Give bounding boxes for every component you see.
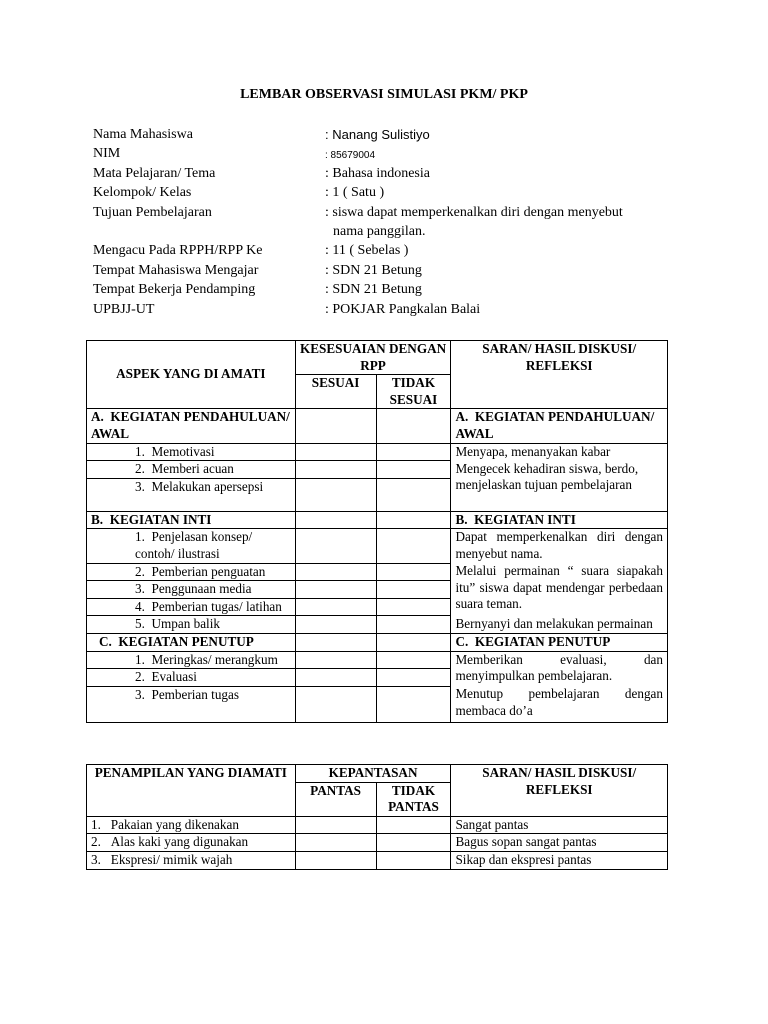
check-cell[interactable] [376, 816, 451, 834]
item-cell: 1. Penjelasan konsep/ contoh/ ilustrasi [87, 529, 296, 563]
check-cell[interactable] [376, 409, 451, 443]
item-cell: 2. Evaluasi [87, 669, 296, 687]
item-text: Pemberian penguatan [151, 563, 266, 579]
header-kesesuaian: KESESUAIAN DENGAN RPP [295, 341, 451, 375]
table-row [87, 686, 668, 722]
item-cell: 2. Pemberian penguatan [87, 563, 296, 581]
item-text: Pemberian tugas [151, 686, 240, 702]
item-text: Melakukan apersepsi [151, 478, 264, 494]
section-heading [87, 409, 296, 443]
check-cell[interactable] [295, 598, 376, 616]
info-value: : Nanang Sulistiyo [325, 127, 430, 142]
saran-cell: Bagus sopan sangat pantas [451, 834, 668, 852]
item-cell [87, 816, 296, 834]
info-label: Nama Mahasiswa [93, 127, 193, 142]
item-cell: 1. Meringkas/ merangkum [87, 651, 296, 669]
info-value: : 1 ( Satu ) [325, 185, 385, 201]
info-label: UPBJJ-UT [93, 301, 155, 317]
item-num: 2. [91, 834, 101, 850]
section-row [87, 511, 668, 529]
section-prefix: C. [99, 633, 112, 649]
check-cell[interactable] [295, 563, 376, 581]
header-tidak-sesuai: TIDAK SESUAI [376, 375, 451, 409]
section-prefix: C. [455, 633, 469, 649]
item-text: Penjelasan konsep/ contoh/ ilustrasi [135, 529, 253, 561]
saran-cell: Mengecek kehadiran siswa, berdo, menjelaskan tujuan pembelajaran [451, 461, 668, 512]
check-cell[interactable] [376, 616, 451, 634]
info-value: : POKJAR Pangkalan Balai [325, 301, 481, 317]
table-row [87, 834, 668, 852]
item-cell: 2. Memberi acuan [87, 461, 296, 479]
observation-table [86, 340, 668, 723]
item-text: Pemberian tugas/ latihan [151, 598, 282, 614]
item-cell: 5. Umpan balik [87, 616, 296, 634]
header-penampilan: PENAMPILAN YANG DIAMATI [87, 765, 296, 817]
table-row [87, 563, 668, 581]
section-heading [87, 511, 296, 529]
check-cell[interactable] [295, 529, 376, 563]
item-cell [87, 834, 296, 852]
check-cell[interactable] [295, 443, 376, 461]
item-text: Penggunaan media [151, 581, 252, 597]
item-text: Meringkas/ merangkum [151, 651, 278, 667]
saran-cell: Sangat pantas [451, 816, 668, 834]
saran-heading [451, 511, 668, 529]
check-cell[interactable] [376, 581, 451, 599]
section-row [87, 633, 668, 651]
header-pantas: PANTAS [295, 782, 376, 816]
info-label: Mata Pelajaran/ Tema [93, 165, 216, 181]
table-row [87, 816, 668, 834]
check-cell[interactable] [376, 686, 451, 722]
check-cell[interactable] [376, 598, 451, 616]
saran-cell: Melalui permainan “ suara siapakah itu” siswa dapat mendengar perbedaan suara teman. [451, 563, 668, 616]
section-prefix: A. [91, 409, 104, 425]
saran-cell: Memberikan evaluasi, dan menyimpulkan pembelajaran. [451, 651, 668, 686]
check-cell[interactable] [295, 511, 376, 529]
saran-heading [451, 633, 668, 651]
check-cell[interactable] [376, 529, 451, 563]
header-saran: SARAN/ HASIL DISKUSI/ REFLEKSI [451, 341, 668, 409]
info-value-line1: : siswa dapat memperkenalkan diri dengan menyebut [325, 204, 623, 220]
item-cell [87, 851, 296, 869]
section-title: KEGIATAN PENDAHULUAN/ AWAL [91, 409, 290, 441]
section-title: KEGIATAN PENUTUP [474, 633, 611, 649]
check-cell[interactable] [376, 651, 451, 669]
check-cell[interactable] [295, 461, 376, 479]
item-num: 1. [91, 816, 101, 832]
item-text: Umpan balik [151, 616, 220, 632]
item-cell: 1. Memotivasi [87, 443, 296, 461]
saran-heading [451, 409, 668, 443]
section-row [87, 409, 668, 443]
section-title: KEGIATAN PENUTUP [118, 633, 254, 649]
item-cell: 3. Melakukan apersepsi [87, 478, 296, 511]
item-cell: 4. Pemberian tugas/ latihan [87, 598, 296, 616]
check-cell[interactable] [295, 651, 376, 669]
check-cell[interactable] [295, 686, 376, 722]
info-label: Tempat Bekerja Pendamping [93, 282, 256, 298]
header-tidak-pantas: TIDAK PANTAS [376, 782, 451, 816]
check-cell[interactable] [376, 461, 451, 479]
table-row [87, 616, 668, 634]
item-text: Memotivasi [151, 443, 215, 459]
table-row [87, 461, 668, 479]
info-label: Kelompok/ Kelas [93, 185, 192, 201]
check-cell[interactable] [376, 633, 451, 651]
check-cell[interactable] [376, 851, 451, 869]
item-cell: 3. Penggunaan media [87, 581, 296, 599]
check-cell[interactable] [376, 563, 451, 581]
check-cell[interactable] [376, 511, 451, 529]
check-cell[interactable] [295, 409, 376, 443]
check-cell[interactable] [295, 851, 376, 869]
check-cell[interactable] [295, 581, 376, 599]
check-cell[interactable] [295, 633, 376, 651]
item-text: Memberi acuan [151, 461, 234, 477]
saran-cell: Menyapa, menanyakan kabar [451, 443, 668, 461]
info-value: : 85679004 [325, 150, 376, 162]
header-sesuai: SESUAI [295, 375, 376, 409]
info-label: Tujuan Pembelajaran [93, 204, 212, 220]
check-cell[interactable] [295, 616, 376, 634]
header-aspek: ASPEK YANG DI AMATI [87, 341, 296, 409]
info-label: Mengacu Pada RPPH/RPP Ke [93, 243, 263, 259]
section-prefix: B. [455, 511, 468, 527]
table-row [87, 443, 668, 461]
info-value: : SDN 21 Betung [325, 282, 422, 298]
check-cell[interactable] [295, 816, 376, 834]
info-label: NIM [93, 146, 121, 162]
saran-cell: Menutup pembelajaran dengan membaca do’a [451, 686, 668, 722]
saran-cell: Sikap dan ekspresi pantas [451, 851, 668, 869]
section-title: KEGIATAN INTI [109, 511, 212, 527]
section-prefix: A. [455, 409, 469, 425]
item-cell: 3. Pemberian tugas [87, 686, 296, 722]
section-title: KEGIATAN PENDAHULUAN/ AWAL [455, 409, 655, 441]
check-cell[interactable] [376, 669, 451, 687]
info-value: : SDN 21 Betung [325, 262, 422, 278]
item-text: Ekspresi/ mimik wajah [110, 851, 233, 867]
check-cell[interactable] [376, 478, 451, 511]
check-cell[interactable] [295, 834, 376, 852]
section-prefix: B. [91, 511, 104, 527]
item-text: Pakaian yang dikenakan [110, 816, 239, 832]
section-title: KEGIATAN INTI [474, 511, 576, 527]
item-text: Alas kaki yang digunakan [110, 834, 249, 850]
info-value: : 11 ( Sebelas ) [325, 243, 409, 259]
item-text: Evaluasi [151, 669, 197, 685]
check-cell[interactable] [295, 478, 376, 511]
info-value [325, 203, 623, 242]
saran-cell: Dapat memperkenalkan diri dengan menyebut nama. [451, 529, 668, 563]
saran-cell: Bernyanyi dan melakukan permainan [451, 616, 668, 634]
header-saran: SARAN/ HASIL DISKUSI/ REFLEKSI [451, 765, 668, 817]
header-kepantasan: KEPANTASAN [295, 765, 451, 783]
table-row [87, 529, 668, 563]
info-value-line2: nama panggilan. [333, 223, 426, 239]
check-cell[interactable] [376, 443, 451, 461]
item-num: 3. [91, 851, 101, 867]
info-label: Tempat Mahasiswa Mengajar [93, 262, 259, 278]
document-title: LEMBAR OBSERVASI SIMULASI PKM/ PKP [240, 87, 528, 102]
info-value: : Bahasa indonesia [325, 165, 430, 181]
check-cell[interactable] [295, 669, 376, 687]
check-cell[interactable] [376, 834, 451, 852]
table-row [87, 851, 668, 869]
table-row [87, 651, 668, 669]
appearance-table [86, 764, 668, 870]
section-heading [87, 633, 296, 651]
